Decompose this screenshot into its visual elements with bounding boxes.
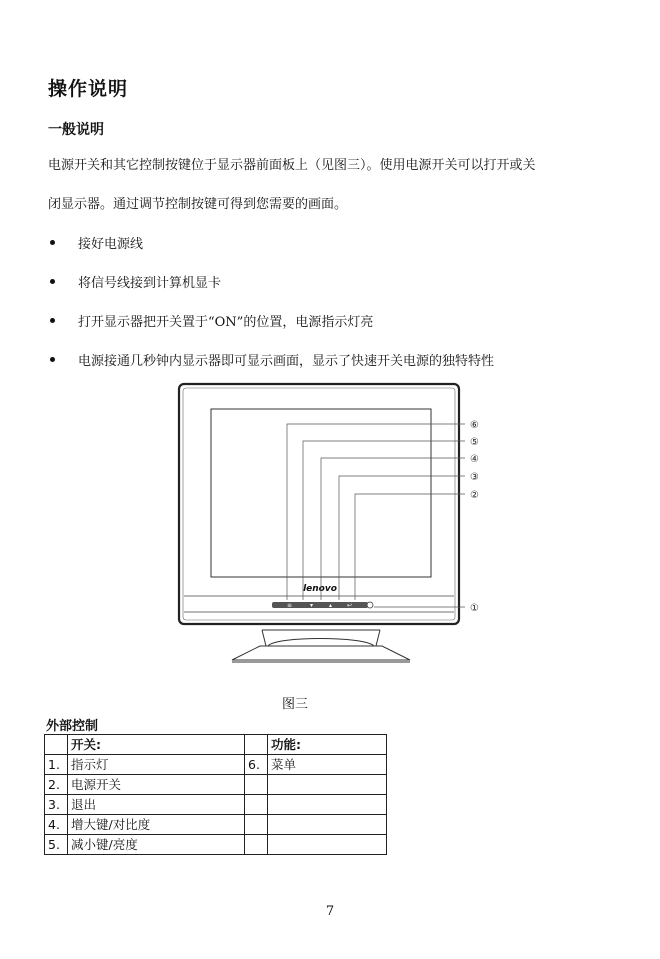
switch-column-header: 开关:: [68, 735, 245, 755]
callout-2: ②: [470, 490, 479, 501]
bullet-text: 接好电源线: [78, 237, 144, 252]
lenovo-logo: lenovo: [303, 584, 337, 594]
function-number: [245, 795, 268, 815]
bullet-text: 打开显示器把开关置于“ON”的位置，电源指示灯亮: [78, 315, 374, 330]
page-title: 操作说明: [48, 78, 129, 100]
bullet-item: [48, 311, 373, 330]
table-row: [45, 775, 387, 795]
switch-label: 电源开关: [68, 775, 245, 795]
switch-label: 减小键/亮度: [68, 835, 245, 855]
function-label: 菜单: [268, 755, 387, 775]
bullet-item: [48, 233, 143, 252]
page-number: 7: [325, 904, 335, 919]
controls-table: [44, 734, 387, 855]
function-label: [268, 835, 387, 855]
row-number: 2.: [45, 775, 68, 795]
bullet-text: 电源接通几秒钟内显示器即可显示画面，显示了快速开关电源的独特特性: [78, 354, 495, 369]
svg-text:≡: ≡: [287, 602, 293, 609]
function-column-header: 功能:: [268, 735, 387, 755]
function-label: [268, 795, 387, 815]
row-number: 3.: [45, 795, 68, 815]
bullet-item: [48, 350, 494, 369]
switch-label: 增大键/对比度: [68, 815, 245, 835]
callout-5: ⑤: [470, 437, 479, 448]
bullet-item: [48, 272, 221, 291]
callout-6: ⑥: [470, 420, 479, 431]
monitor-figure: [150, 378, 500, 668]
function-label: [268, 815, 387, 835]
svg-text:↩: ↩: [347, 602, 353, 609]
bullet-text: 将信号线接到计算机显卡: [78, 276, 222, 291]
figure-caption: 图三: [281, 697, 308, 712]
table-row: [45, 795, 387, 815]
svg-text:▾: ▾: [310, 602, 314, 609]
section-heading: 一般说明: [48, 122, 104, 138]
bullet-icon: [50, 318, 55, 323]
power-led-icon: [367, 602, 373, 608]
row-number: 5.: [45, 835, 68, 855]
bullet-icon: [50, 357, 55, 362]
callout-3: ③: [470, 472, 479, 483]
row-number: 4.: [45, 815, 68, 835]
function-number: 6.: [245, 755, 268, 775]
table-header-row: [45, 735, 387, 755]
table-row: [45, 755, 387, 775]
controls-heading: 外部控制: [46, 719, 99, 734]
function-number: [245, 815, 268, 835]
paragraph-line: 电源开关和其它控制按键位于显示器前面板上（见图三）。使用电源开关可以打开或关: [48, 158, 536, 173]
row-number: 1.: [45, 755, 68, 775]
bullet-icon: [50, 240, 55, 245]
function-label: [268, 775, 387, 795]
svg-text:▴: ▴: [329, 602, 333, 609]
table-row: [45, 835, 387, 855]
bullet-icon: [50, 279, 55, 284]
callout-1: ①: [470, 603, 479, 614]
paragraph-line: 闭显示器。通过调节控制按键可得到您需要的画面。: [48, 197, 348, 212]
table-row: [45, 815, 387, 835]
switch-label: 退出: [68, 795, 245, 815]
function-number: [245, 775, 268, 795]
function-number: [245, 835, 268, 855]
switch-label: 指示灯: [68, 755, 245, 775]
callout-4: ④: [470, 454, 479, 465]
monitor-base: [232, 646, 410, 660]
